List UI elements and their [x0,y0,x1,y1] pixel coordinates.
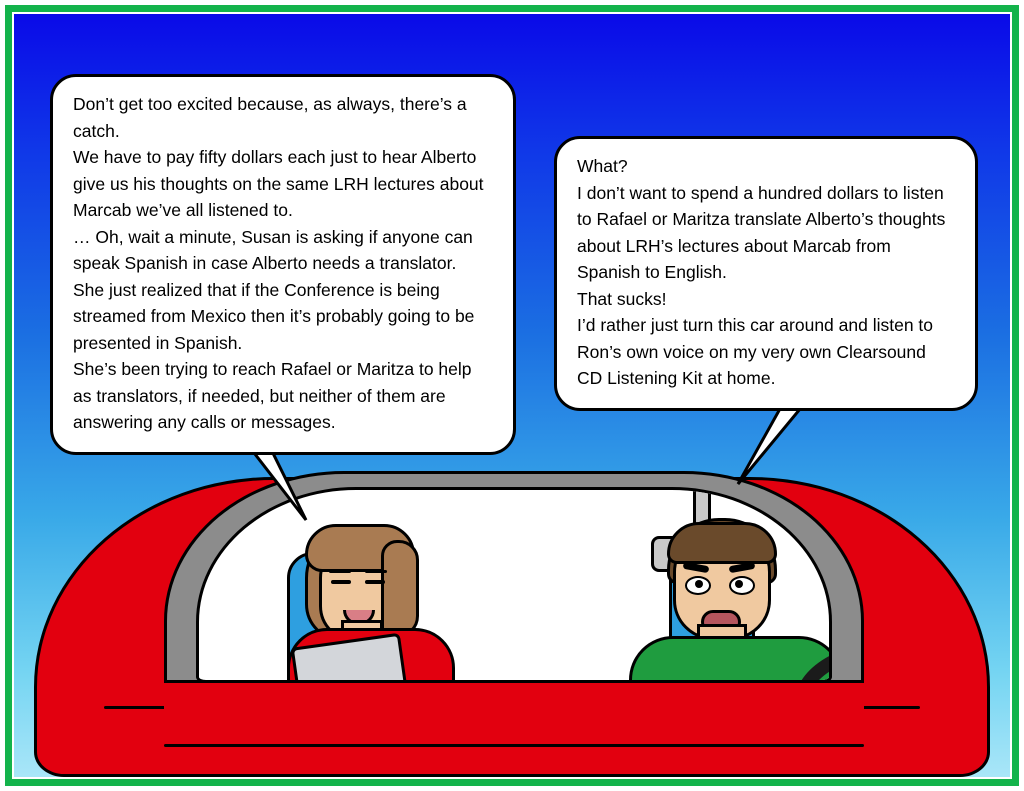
passenger-eye-left [331,580,351,584]
passenger-eye-right [365,580,385,584]
speech-bubble-passenger [50,74,516,455]
passenger-eyebrow-right [365,570,387,573]
driver-pupil-left [695,580,703,588]
speech-bubble-driver [554,136,978,411]
bubble-left-line-1: Don’t get too excited because, as always, there’s a catch. [73,94,467,141]
car-dashboard [164,680,864,717]
bubble-right-line-3: That sucks! [577,288,667,309]
passenger-eyebrow-left [329,570,351,573]
driver-hair-front [667,522,777,564]
bubble-left-line-2: We have to pay fifty dollars each just to hear Alberto give us his thoughts on the same LRH lectures about Marcab we’ve all listened to. [73,147,484,220]
passenger-hair-side [381,540,419,638]
bubble-right-line-1: What? [577,156,628,176]
passenger-woman [285,524,465,683]
driver-pupil-right [735,580,743,588]
bubble-right-line-2: I don’t want to spend a hundred dollars to listen to Rafael or Maritza translate Alberto’s thoughts about LRH’s lectures about Marcab from Spanish to English. [577,182,946,282]
bubble-left-line-3: … Oh, wait a minute, Susan is asking if anyone can speak Spanish in case Alberto needs a translator. [73,226,473,273]
driver-torso [629,636,832,683]
scene-background [14,14,1010,777]
bubble-right-line-4: I’d rather just turn this car around and listen to Ron’s own voice on my very own Clearsound CD Listening Kit at home. [577,315,934,388]
driver-man [639,518,832,683]
bubble-left-line-4: She just realized that if the Conference is being streamed from Mexico then it’s probably going to be presented in Spanish. [73,279,475,353]
car-hood-line-2 [164,744,864,747]
bubble-left-line-5: She’s been trying to reach Rafael or Maritza to help as translators, if needed, but neither of them are answering any calls or messages. [73,359,472,432]
